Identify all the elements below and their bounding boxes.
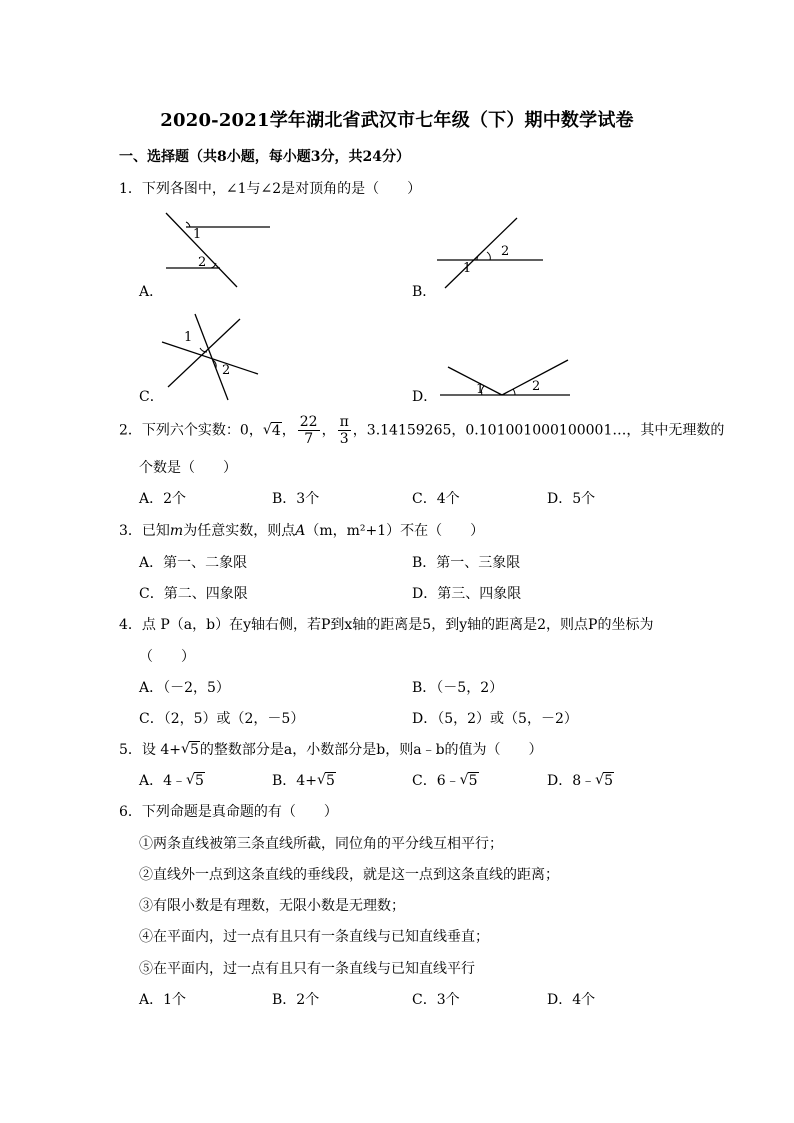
- q1-stem: 1．下列各图中，∠1与∠2是对顶角的是（ ）: [119, 181, 422, 197]
- q1b-label-2: 2: [501, 244, 510, 259]
- q3-option-a[interactable]: A．第一、二象限: [139, 555, 248, 571]
- q1-option-a-label[interactable]: A．: [139, 284, 164, 300]
- q2-option-d[interactable]: D．5个: [547, 491, 596, 507]
- q1-option-d-label[interactable]: D．: [412, 389, 438, 405]
- q3-option-d[interactable]: D．第三、四象限: [412, 586, 522, 602]
- q5-sqrt5: √ 5: [181, 741, 199, 758]
- q1d-label-2: 2: [532, 379, 541, 394]
- q2-option-b[interactable]: B．3个: [272, 491, 320, 507]
- q5-stem: 5．设 4+ √ 5的整数部分是a，小数部分是b，则a﹣b的值为（ ）: [119, 741, 543, 758]
- q4-stem-line2: （ ）: [139, 649, 195, 665]
- q6-statement-2: ②直线外一点到这条直线的垂线段，就是这一点到这条直线的距离；: [139, 867, 559, 883]
- q1-figure-b: [435, 215, 550, 295]
- q1b-angle2-arc: [487, 252, 490, 260]
- q1a-angle1-arc: [186, 222, 190, 227]
- q2-option-c[interactable]: C．4个: [412, 491, 460, 507]
- q6-statement-3: ③有限小数是有理数，无限小数是无理数；: [139, 898, 405, 914]
- section-heading-choice: 一、选择题（共8小题，每小题3分，共24分）: [119, 149, 410, 165]
- q3-option-b[interactable]: B．第一、三象限: [412, 555, 521, 571]
- q1d-left-ray: [448, 367, 502, 395]
- q1d-label-1: 1: [476, 382, 485, 397]
- q6-statement-1: ①两条直线被第三条直线所截，同位角的平分线互相平行；: [139, 836, 503, 852]
- q1a-transversal: [166, 213, 237, 287]
- q1-option-b-label[interactable]: B．: [412, 284, 437, 300]
- q1a-label-2: 2: [198, 255, 207, 270]
- q6-option-a[interactable]: A．1个: [139, 992, 187, 1008]
- q6-option-c[interactable]: C．3个: [412, 992, 460, 1008]
- q4-option-d[interactable]: D．（5，2）或（5，－2）: [412, 711, 578, 727]
- q1c-label-2: 2: [222, 363, 231, 378]
- q6-option-d[interactable]: D．4个: [547, 992, 596, 1008]
- q6-statement-4: ④在平面内，过一点有且只有一条直线与已知直线垂直；: [139, 929, 489, 945]
- q5-option-b[interactable]: B．4+ √ 5: [272, 772, 335, 789]
- q4-stem: 4．点 P（a，b）在y轴右侧，若P到x轴的距离是5，到y轴的距离是2，则点P的坐标为: [119, 617, 654, 633]
- q2-fraction-22-7: $\frac{22}{7}$: [299, 414, 318, 447]
- q6-option-b[interactable]: B．2个: [272, 992, 320, 1008]
- page-title: 2020-2021学年湖北省武汉市七年级（下）期中数学试卷: [160, 110, 634, 131]
- q3-option-c[interactable]: C．第二、四象限: [139, 586, 248, 602]
- q5-option-a[interactable]: A．4﹣ √ 5: [139, 772, 204, 789]
- q1b-label-1: 1: [463, 261, 472, 276]
- q3-stem: 3．已知m为任意实数，则点A（m，m²+1）不在（ ）: [119, 523, 485, 539]
- q5-option-c[interactable]: C．6﹣ √ 5: [412, 772, 478, 789]
- q6-stem: 6．下列命题是真命题的有（ ）: [119, 804, 338, 820]
- q4-option-a[interactable]: A．（－2，5）: [139, 680, 230, 696]
- q2-stem: 2．下列六个实数：0， √ 4， $\frac{22}{7}$ ， $\frac{\pi}{3}$ ，3.14159265，0.101001000100001…，其中无理数的: [119, 414, 725, 447]
- q2-stem-end: ，3.14159265，0.101001000100001…，其中无理数的: [352, 422, 725, 439]
- q1-figure-a: [160, 205, 270, 295]
- q1a-label-1: 1: [193, 227, 202, 242]
- q2-stem-line2: 个数是（ ）: [139, 460, 237, 476]
- q1-figure-d: [440, 355, 575, 400]
- q2-sqrt4: √ 4: [262, 421, 281, 439]
- q1-option-c-label[interactable]: C．: [139, 389, 164, 405]
- q2-fraction-pi-3: $\frac{\pi}{3}$: [339, 414, 349, 447]
- q5-option-d[interactable]: D．8﹣ √ 5: [547, 772, 614, 789]
- q4-option-c[interactable]: C．（2，5）或（2，－5）: [139, 711, 305, 727]
- q2-stem-start: 2．下列六个实数：0，: [119, 422, 263, 439]
- q4-option-b[interactable]: B．（－5，2）: [412, 680, 504, 696]
- q1d-angle2-arc: [513, 389, 515, 395]
- q1c-label-1: 1: [184, 330, 193, 345]
- q1-figure-c: [160, 312, 270, 407]
- q2-option-a[interactable]: A．2个: [139, 491, 187, 507]
- q1b-angle1-arc: [477, 254, 480, 260]
- q1a-angle2-arc: [211, 263, 216, 268]
- q6-statement-5: ⑤在平面内，过一点有且只有一条直线与已知直线平行: [139, 961, 475, 977]
